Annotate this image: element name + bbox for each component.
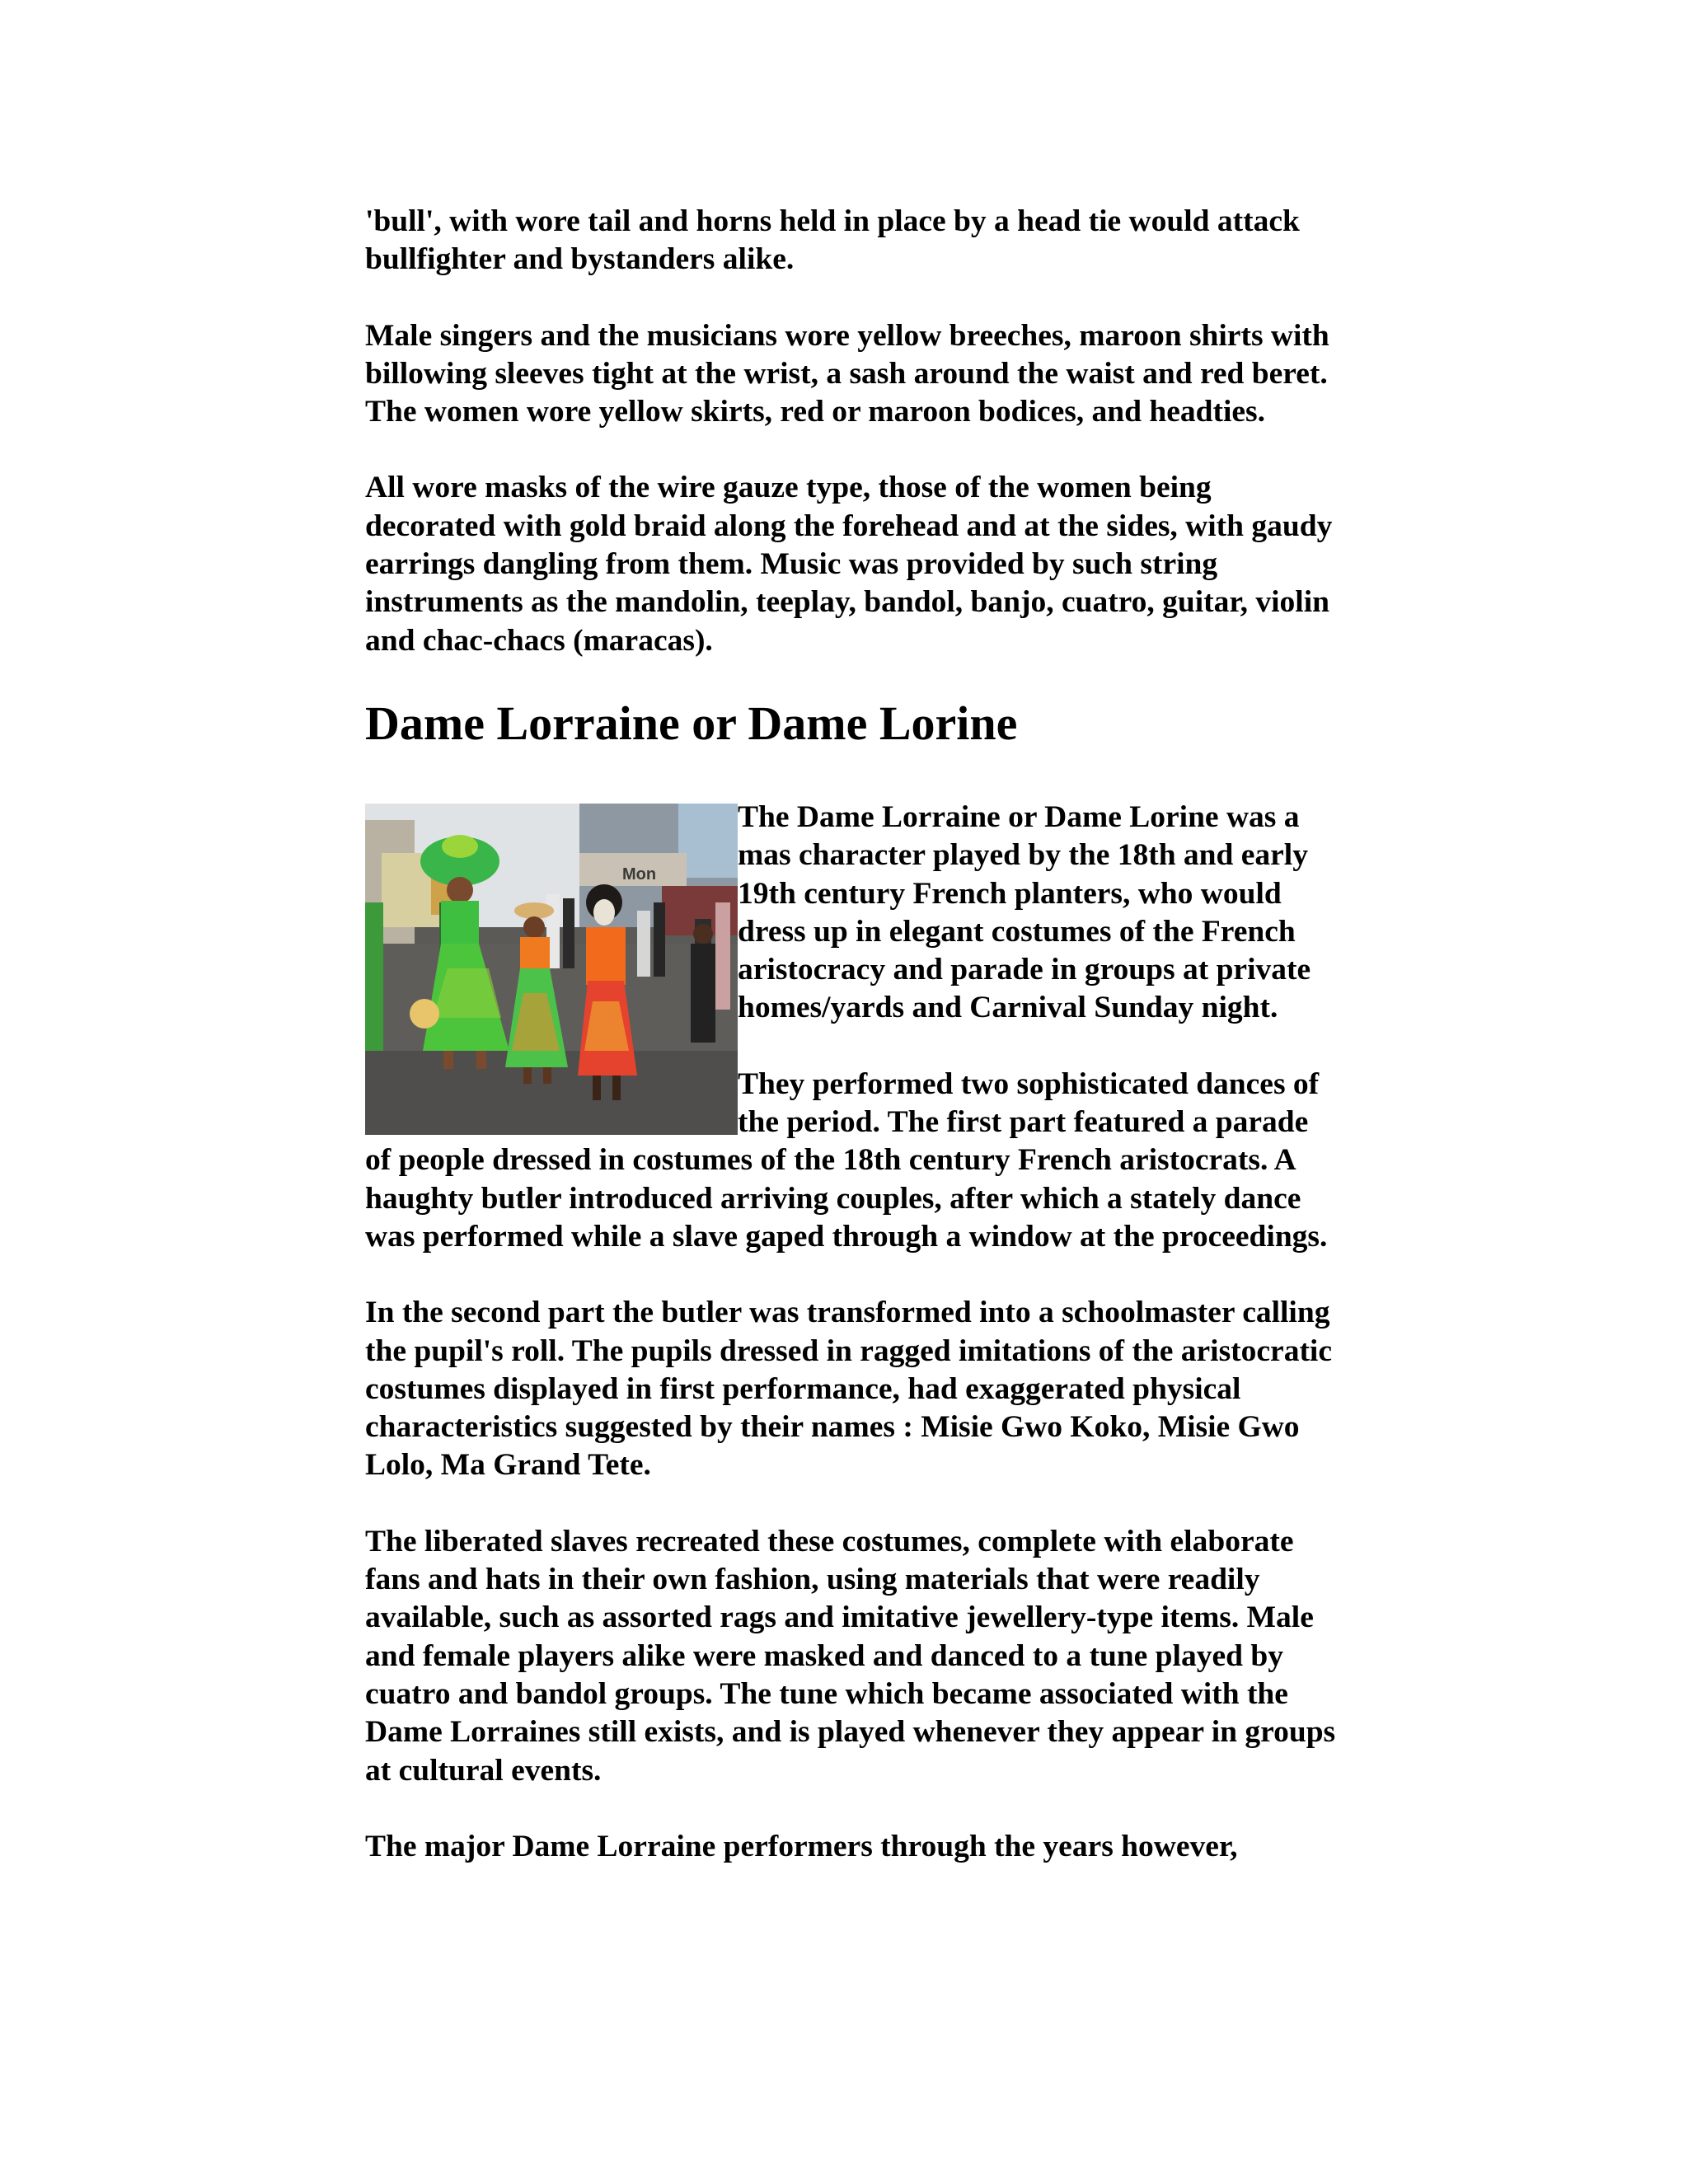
paragraph-masks: All wore masks of the wire gauze type, those of the women being decorated with gold braid along the forehead and at the sides, with gaudy earrings dangling from them. Music was provided by such string instruments as the mandolin, teeplay, bandol, banjo, cuatro, guitar, violin and chac-chacs (maracas).: [365, 471, 1333, 658]
paragraph-major-performers: The major Dame Lorraine performers through the years however,: [365, 1829, 1238, 1863]
paragraph-male-singers: Male singers and the musicians wore yellow breeches, maroon shirts with billowing sleeves tight at the wrist, a sash around the waist and red beret. The women wore yellow skirts, red or maroon bodices, and headties.: [365, 318, 1329, 429]
paragraph-dances: They performed two sophisticated dances of the period. The first part featured a parade of people dressed in costumes of the 18th century French aristocrats. A haughty butler introduced arriving couples, after which a stately dance was performed while a slave gaped through a window at the proceedings.: [365, 1066, 1328, 1254]
paragraph-bull: 'bull', with wore tail and horns held in place by a head tie would attack bullfighter and bystanders alike.: [365, 204, 1300, 277]
paragraph-intro: The Dame Lorraine or Dame Lorine was a mas character played by the 18th and early 19th century French planters, who would dress up in elegant costumes of the French aristocracy and parade in groups at private homes/yards and Carnival Sunday night.: [738, 799, 1311, 1025]
storefront-sign: Mon: [622, 865, 657, 883]
dame-lorraine-photo: [365, 804, 738, 1135]
paragraph-second-part: In the second part the butler was transformed into a schoolmaster calling the pupil's roll. The pupils dressed in ragged imitations of the aristocratic costumes displayed in first performance, had exaggerated physical characteristics suggested by their names : Misie Gwo Koko, Misie Gwo Lolo, Ma Grand Tete.: [365, 1296, 1332, 1483]
section-heading: Dame Lorraine or Dame Lorine: [365, 696, 1018, 750]
paragraph-liberated-slaves: The liberated slaves recreated these costumes, complete with elaborate fans and hats in their own fashion, using materials that were readily available, such as assorted rags and imitative jewellery-type items. Male and female players alike were masked and danced to a tune played by cuatro and bandol groups. The tune which became associated with the Dame Lorraines still exists, and is played whenever they appear in groups at cultural events.: [365, 1524, 1336, 1788]
document-page: [365, 203, 1338, 1904]
